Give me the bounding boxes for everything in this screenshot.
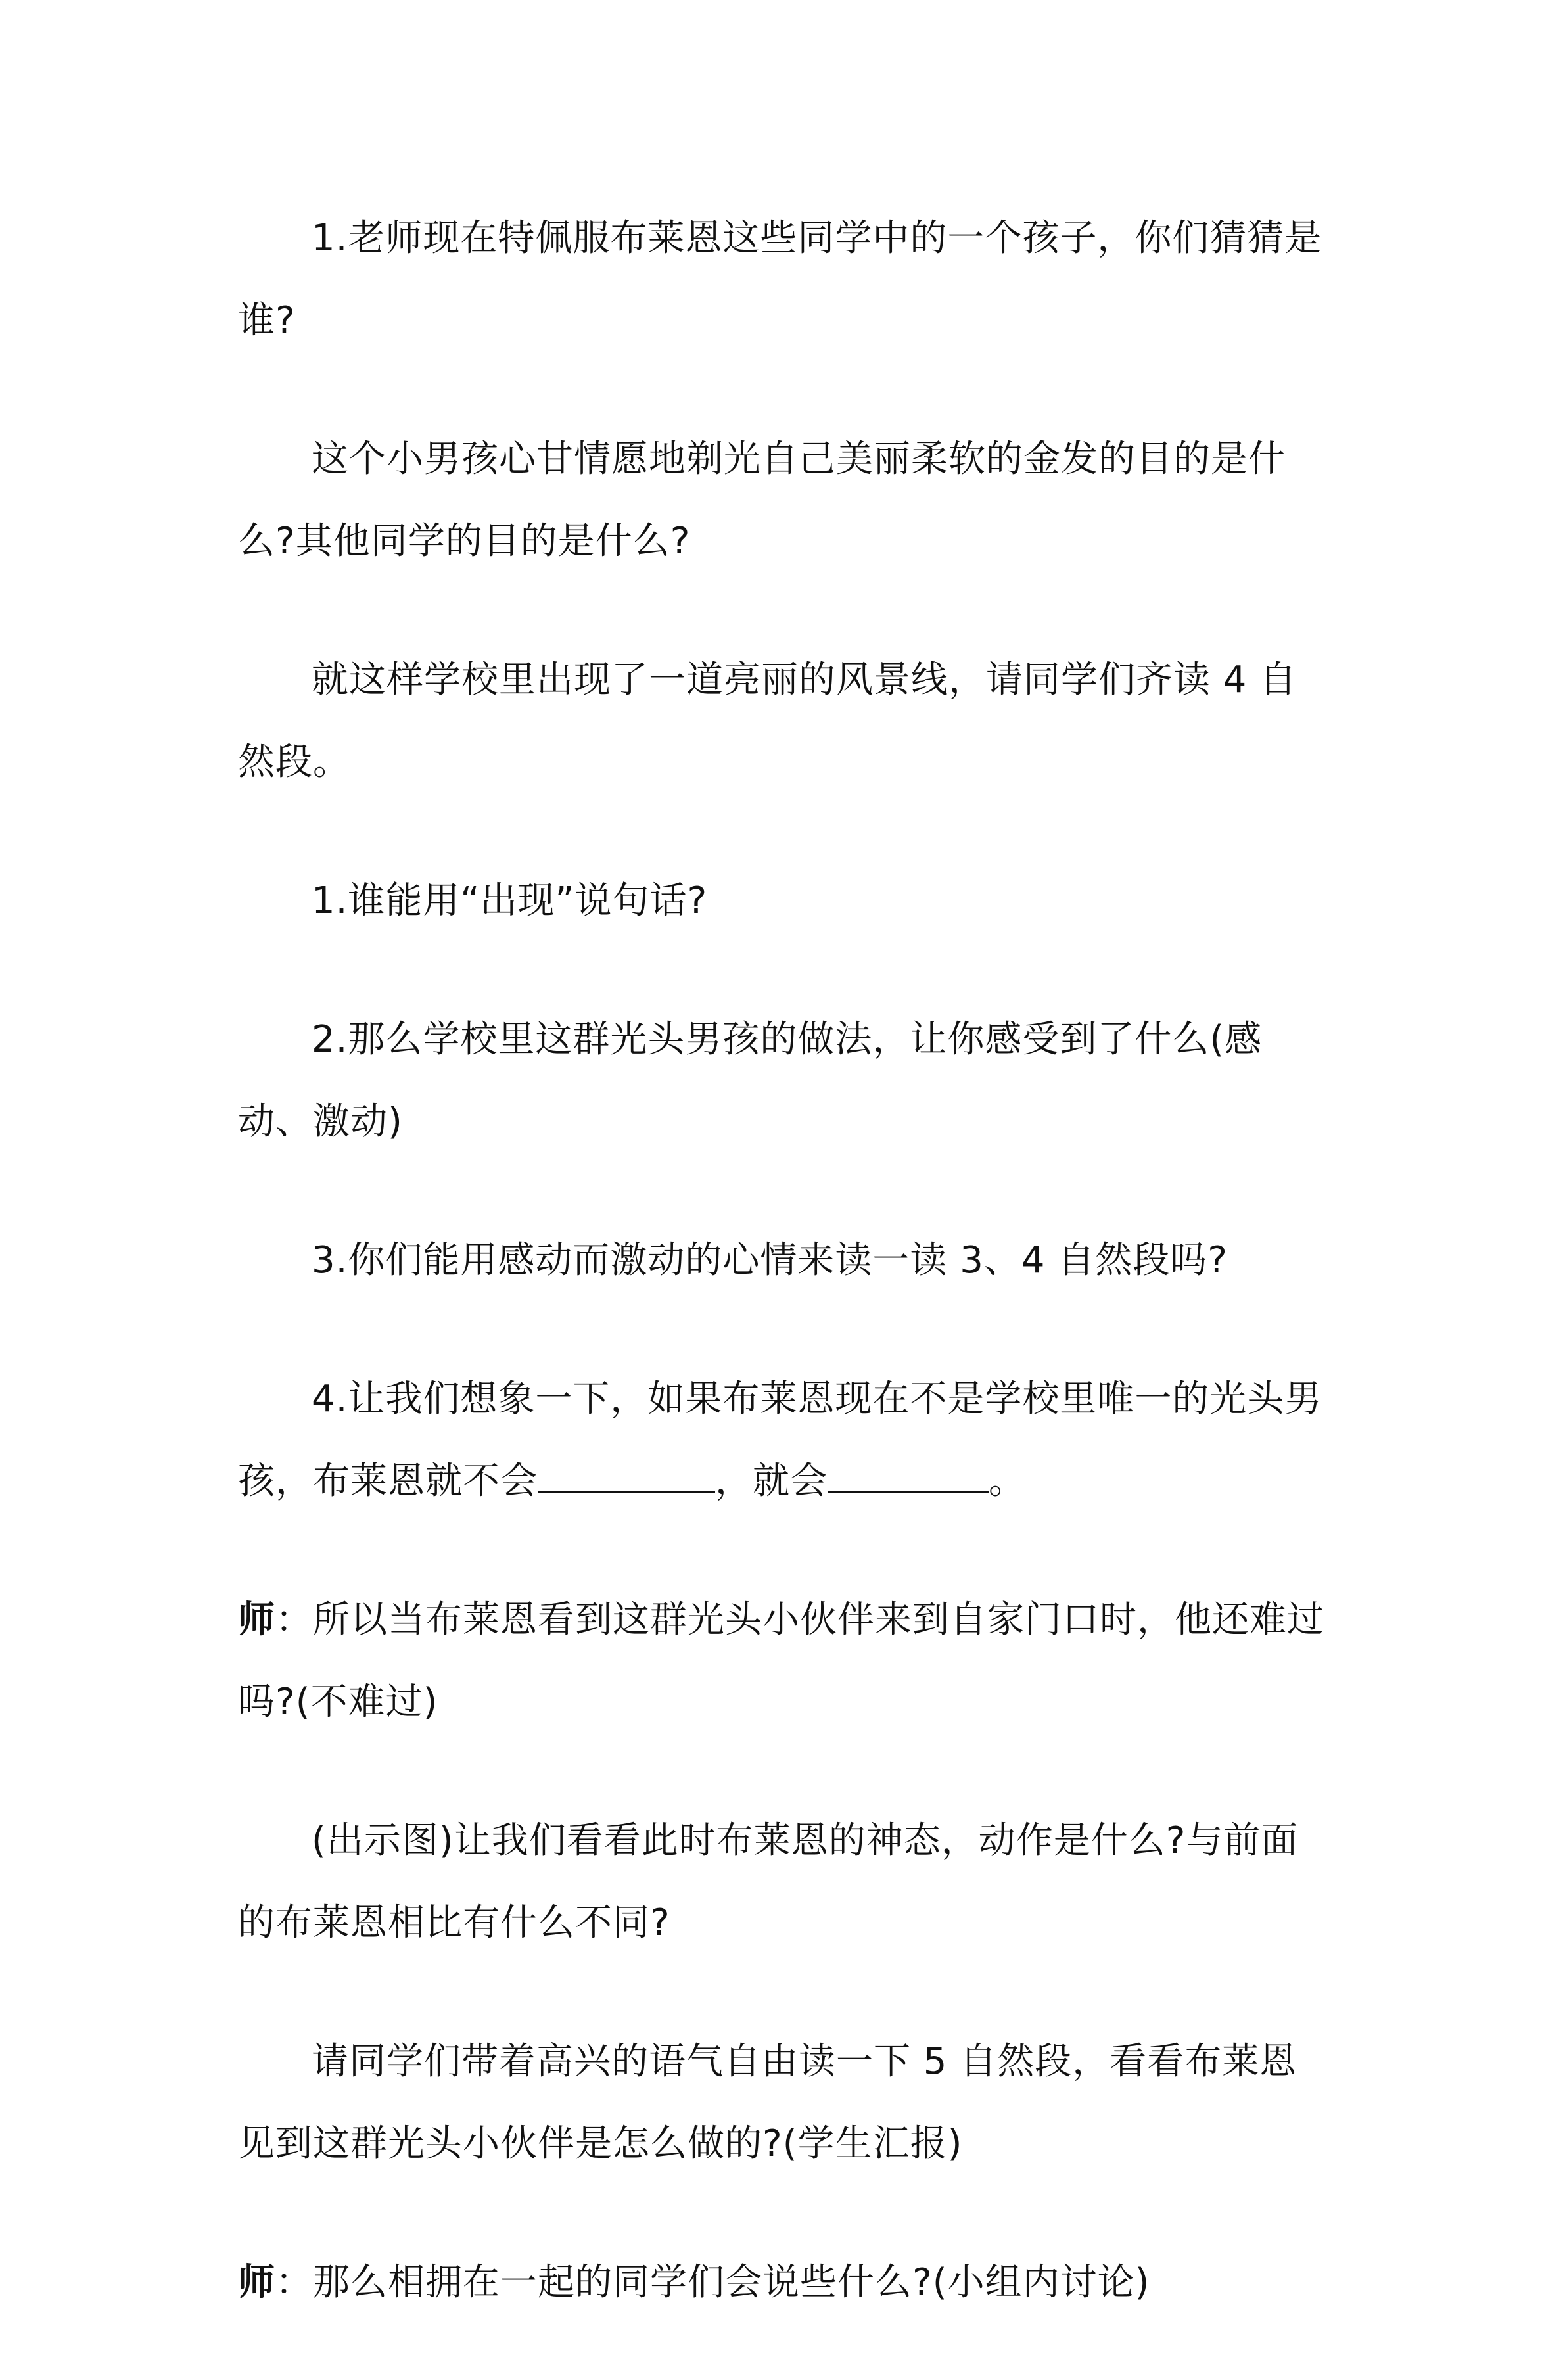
- paragraph-3: [238, 639, 1329, 803]
- paragraph-8: [238, 1579, 1329, 1743]
- paragraph-7-text-part1: 4.让我们想象一下，如果布莱恩现在不是学校里唯一的光头男孩，布莱恩就不会: [238, 1378, 1322, 1503]
- paragraph-10: [238, 2020, 1329, 2185]
- paragraph-8-text: ：所以当布莱恩看到这群光头小伙伴来到自家门口时，他还难过吗?(不难过): [238, 1598, 1324, 1723]
- paragraph-4: [238, 860, 1329, 942]
- paragraph-10-text: 请同学们带着高兴的语气自由读一下 5 自然段，看看布莱恩见到这群光头小伙伴是怎么做的?(学生汇报): [238, 2040, 1297, 2165]
- paragraph-5-text: 2.那么学校里这群光头男孩的做法，让你感受到了什么(感动、激动): [238, 1018, 1263, 1143]
- paragraph-2-text: 这个小男孩心甘情愿地剃光自己美丽柔软的金发的目的是什么?其他同学的目的是什么?: [238, 438, 1286, 563]
- paragraph-6-text: 3.你们能用感动而激动的心情来读一读 3、4 自然段吗?: [312, 1239, 1228, 1282]
- speaker-label: 师: [238, 1598, 275, 1641]
- paragraph-9-text: (出示图)让我们看看此时布莱恩的神态，动作是什么?与前面的布莱恩相比有什么不同?: [238, 1819, 1299, 1944]
- paragraph-6: [238, 1219, 1329, 1301]
- paragraph-1: [238, 197, 1329, 362]
- paragraph-9: [238, 1800, 1329, 1964]
- paragraph-11-text: ：那么相拥在一起的同学们会说些什么?(小组内讨论): [275, 2261, 1150, 2304]
- fill-in-blank-1: [538, 1460, 715, 1493]
- paragraph-11: [238, 2241, 1329, 2323]
- paragraph-7: [238, 1358, 1329, 1522]
- paragraph-5: [238, 998, 1329, 1163]
- document-page: [238, 197, 1329, 2380]
- paragraph-3-text: 就这样学校里出现了一道亮丽的风景线，请同学们齐读 4 自然段。: [238, 659, 1297, 783]
- speaker-label: 师: [238, 2261, 275, 2304]
- paragraph-7-text-part2: ，就会: [715, 1460, 828, 1503]
- fill-in-blank-2: [828, 1460, 989, 1493]
- paragraph-1-text: 1.老师现在特佩服布莱恩这些同学中的一个孩子，你们猜猜是谁?: [238, 217, 1322, 342]
- paragraph-2: [238, 418, 1329, 582]
- paragraph-7-text-part3: 。: [989, 1460, 1026, 1503]
- paragraph-4-text: 1.谁能用“出现”说句话?: [312, 879, 708, 922]
